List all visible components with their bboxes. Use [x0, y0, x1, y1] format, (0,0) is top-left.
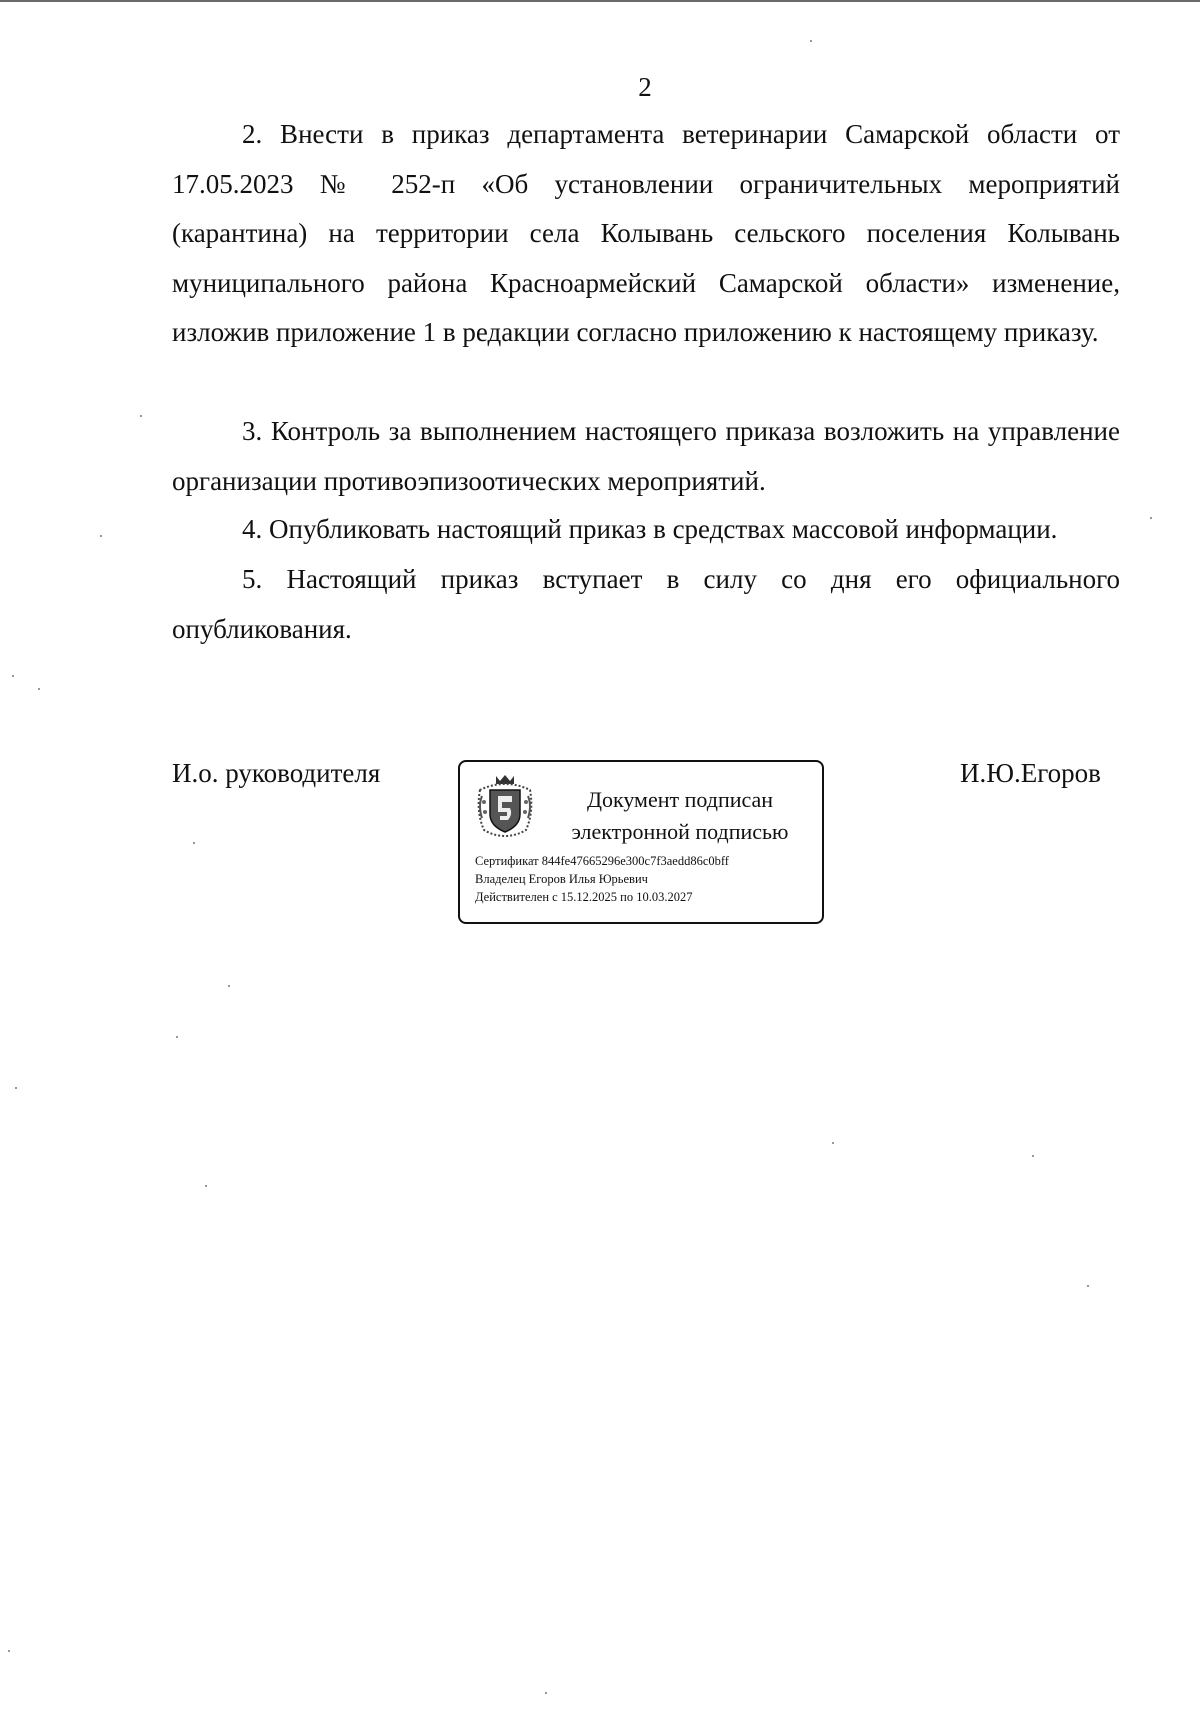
scan-speck — [100, 535, 102, 537]
signatory-name: И.Ю.Егоров — [960, 758, 1101, 788]
paragraph-4: 4. Опубликовать настоящий приказ в средствах массовой информации. — [242, 514, 1058, 544]
stamp-title-line-1: Документ подписан — [586, 787, 774, 812]
scan-speck — [205, 1185, 207, 1187]
stamp-certificate: Сертификат 844fe47665296e300c7f3aedd86c0bff — [475, 854, 729, 868]
scan-speck — [810, 40, 812, 42]
electronic-signature-stamp — [458, 760, 824, 924]
scan-speck — [176, 1036, 178, 1038]
scan-speck — [38, 688, 40, 690]
scan-speck — [140, 415, 142, 417]
scan-speck — [832, 1142, 834, 1144]
stamp-title-line-2: электронной подписью — [571, 819, 789, 844]
scan-speck — [545, 1692, 547, 1694]
paragraph-5: 5. Настоящий приказ вступает в силу со дня его официального опубликования. — [172, 564, 1120, 644]
scan-speck — [15, 1087, 17, 1089]
scan-speck — [1032, 1155, 1034, 1157]
top-scan-edge — [0, 0, 1200, 2]
scan-speck — [1087, 1285, 1089, 1287]
stamp-validity: Действителен с 15.12.2025 по 10.03.2027 — [475, 890, 693, 904]
stamp-owner: Владелец Егоров Илья Юрьевич — [475, 872, 648, 886]
signatory-role: И.о. руководителя — [172, 758, 381, 788]
stamp-title — [540, 784, 820, 848]
scan-speck — [12, 675, 14, 677]
page-number: 2 — [638, 72, 652, 102]
coat-of-arms-icon — [474, 772, 536, 838]
scan-speck — [8, 1650, 10, 1652]
scan-speck — [193, 842, 195, 844]
scan-speck — [1150, 517, 1152, 519]
paragraph-2: 2. Внести в приказ департамента ветеринарии Самарской области от 17.05.2023 № 252-п «Об установлении ограничительных мероприятий (карантина) на территории села Колывань сельского поселения Колывань муниципального района Красноармейский Самарской области» изменение, изложив приложение 1 в редакции согласно приложению к настоящему приказу. — [172, 119, 1120, 347]
scan-speck — [228, 985, 230, 987]
paragraph-3: 3. Контроль за выполнением настоящего приказа возложить на управление организации противоэпизоотических мероприятий. — [172, 416, 1120, 496]
